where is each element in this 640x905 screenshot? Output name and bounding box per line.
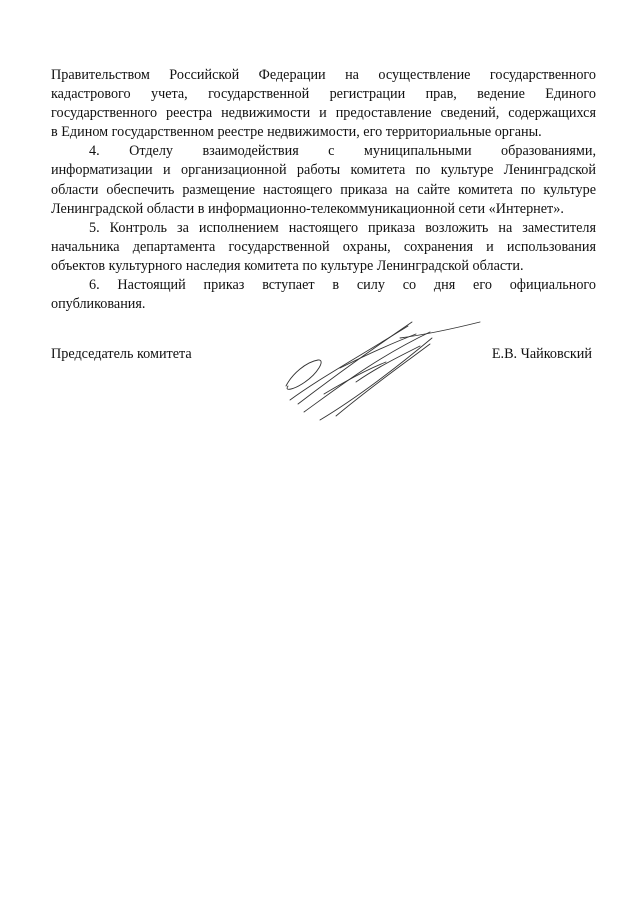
order-text-body: [51, 66, 596, 314]
text-line: Ленинградской области в информационно-телекоммуникационной сети «Интернет».: [51, 200, 564, 217]
text-line: 4. Отделу взаимодействия с муниципальными образованиями,: [89, 143, 596, 160]
text-line: 6. Настоящий приказ вступает в силу со дня его официального: [89, 277, 596, 294]
text-line: кадастрового учета, государственной регистрации прав, ведение Единого: [51, 86, 596, 103]
handwritten-signature: [280, 316, 486, 422]
text-line: области обеспечить размещение настоящего приказа на сайте комитета по культуре: [51, 181, 596, 198]
signatory-position: Председатель комитета: [51, 346, 192, 362]
text-line: государственного реестра недвижимости и предоставление сведений, содержащихся: [51, 105, 596, 122]
text-line: объектов культурного наследия комитета по культуре Ленинградской области.: [51, 257, 524, 274]
text-line: в Едином государственном реестре недвижимости, его территориальные органы.: [51, 124, 542, 141]
text-line: Правительством Российской Федерации на осуществление государственного: [51, 67, 596, 83]
signatory-name: Е.В. Чайковский: [491, 346, 592, 362]
text-line: начальника департамента государственной охраны, сохранения и использования: [51, 238, 596, 255]
text-line: опубликования.: [51, 296, 146, 313]
text-line: 5. Контроль за исполнением настоящего приказа возложить на заместителя: [89, 219, 596, 236]
text-line: информатизации и организационной работы комитета по культуре Ленинградской: [51, 162, 596, 179]
